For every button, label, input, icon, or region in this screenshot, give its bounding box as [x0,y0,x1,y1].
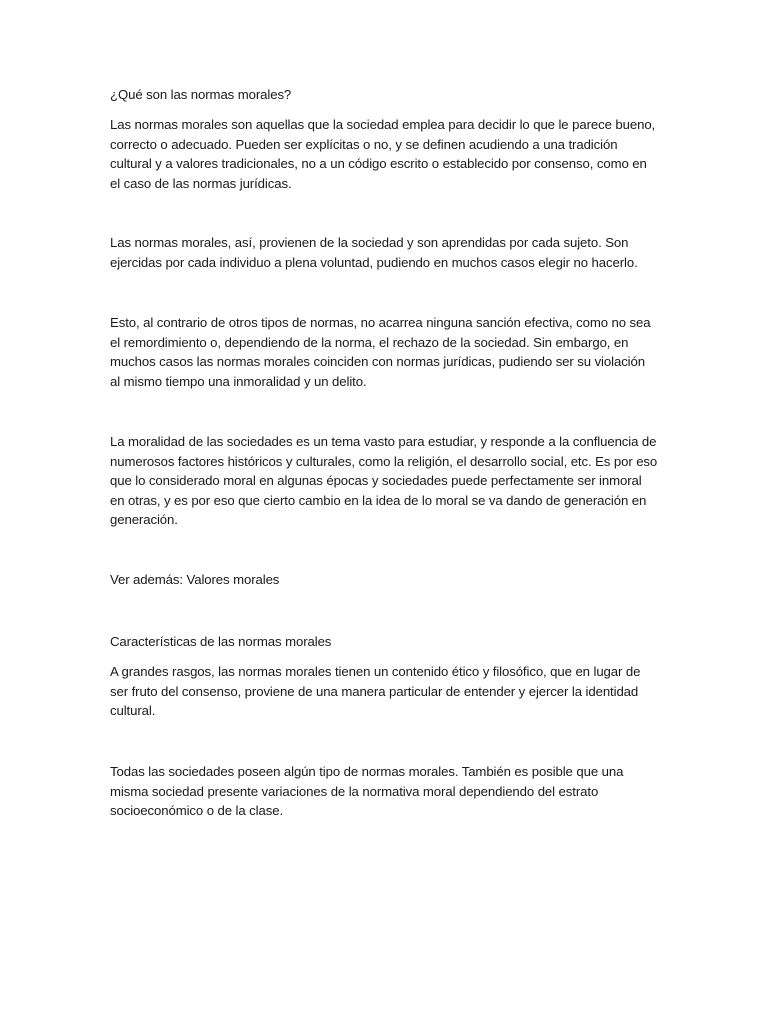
section-paragraph-1: A grandes rasgos, las normas morales tienen un contenido ético y filosófico, que en lugar de ser fruto del consenso, proviene de una manera particular de entender y ejercer la identidad cultural. [110,664,641,719]
document-title: ¿Qué son las normas morales? [110,87,292,102]
paragraph-2: Las normas morales, así, provienen de la sociedad y son aprendidas por cada sujeto. Son ejercidas por cada individuo a plena voluntad, pudiendo en muchos casos elegir no hacerlo. [110,235,638,270]
paragraph-4: La moralidad de las sociedades es un tema vasto para estudiar, y responde a la confluencia de numerosos factores históricos y culturales, como la religión, el desarrollo social, etc. Es por eso que lo considerado moral en algunas épocas y sociedades puede perfectamente ser inmoral en otras, y es por eso que cierto cambio en la idea de lo moral se va dando de generación en generación. [110,434,658,528]
section-paragraph-2: Todas las sociedades poseen algún tipo de normas morales. También es posible que una misma sociedad presente variaciones de la normativa moral dependiendo del estrato socioeconómico o de la clase. [110,764,624,819]
paragraph-3: Esto, al contrario de otros tipos de normas, no acarrea ninguna sanción efectiva, como no sea el remordimiento o, dependiendo de la norma, el rechazo de la sociedad. Sin embargo, en muchos casos las normas morales coinciden con normas jurídicas, pudiendo ser su violación al mismo tiempo una inmoralidad y un delito. [110,315,651,389]
paragraph-1: Las normas morales son aquellas que la sociedad emplea para decidir lo que le parece bueno, correcto o adecuado. Pueden ser explícitas o no, y se definen acudiendo a una tradición cultural y a valores tradicionales, no a un código escrito o establecido por consenso, como en el caso de las normas jurídicas. [110,117,656,191]
section-heading: Características de las normas morales [110,634,332,649]
see-also-line: Ver además: Valores morales [110,572,280,587]
